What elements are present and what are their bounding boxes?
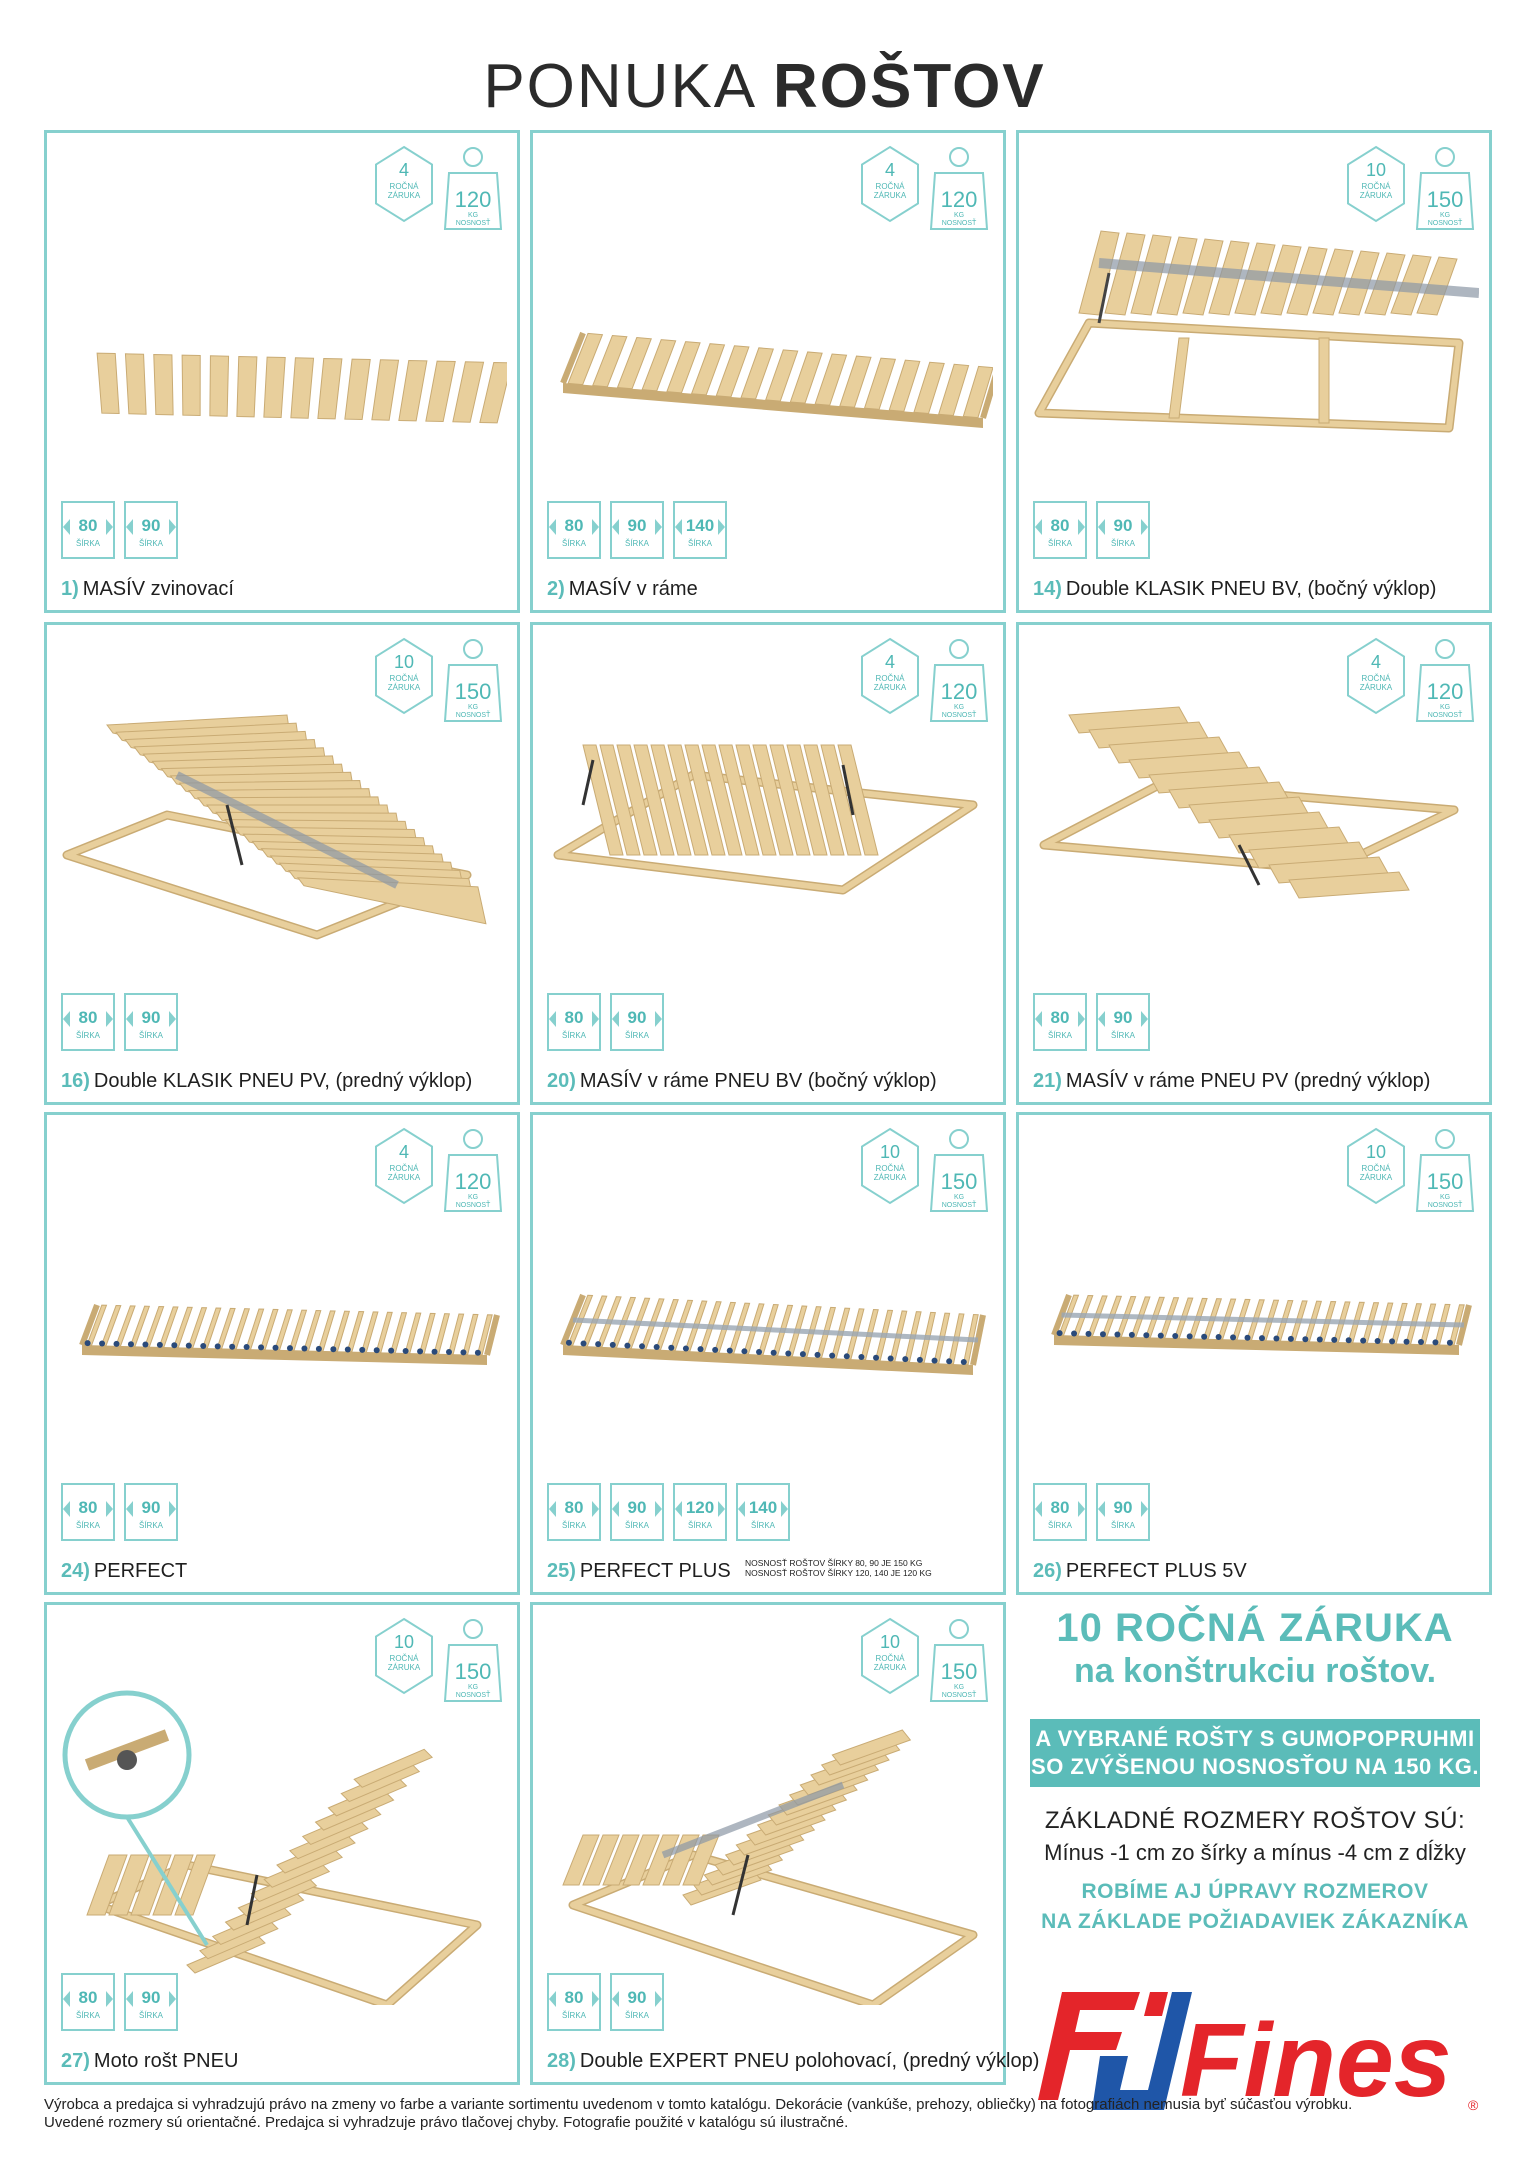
custom-sizes-line: ROBÍME AJ ÚPRAVY ROZMEROV	[1081, 1880, 1429, 1903]
page-title-light: PONUKA	[483, 52, 773, 121]
product-number: 20)	[547, 1070, 576, 1092]
load-badge	[1413, 143, 1477, 231]
size-badge	[1096, 1483, 1150, 1541]
slat	[304, 1310, 321, 1350]
slat	[203, 1308, 221, 1348]
slat	[237, 356, 257, 416]
load-badge	[1413, 635, 1477, 723]
product-name	[61, 1069, 472, 1093]
product-card[interactable]	[530, 1112, 1006, 1595]
warranty-label: ROČNÁ	[389, 674, 419, 683]
slat	[399, 360, 427, 420]
size-label: ŠÍRKA	[1110, 539, 1135, 548]
size-label: ŠÍRKA	[624, 1521, 649, 1530]
slat	[174, 1307, 193, 1347]
custom-sizes-note	[1015, 1877, 1495, 1937]
slat	[260, 1309, 277, 1349]
size-value: 90	[627, 516, 647, 535]
product-number: 24)	[61, 1560, 90, 1582]
product-number: 25)	[547, 1560, 576, 1582]
size-badge	[1096, 993, 1150, 1051]
size-label: ŠÍRKA	[1110, 1031, 1135, 1040]
product-name	[547, 2049, 1039, 2073]
load-value: 150	[454, 1659, 492, 1684]
load-unit: KG	[467, 704, 479, 711]
load-unit: KG	[1439, 1194, 1451, 1201]
warranty-years: 10	[393, 652, 415, 672]
size-badge	[736, 1483, 790, 1541]
product-image	[57, 1195, 507, 1515]
footer-line: Uvedené rozmery sú orientačné. Predajca si vyhradzuje právo tlačovej chyby. Fotografie použité v katalógu sú ilustračné.	[44, 2114, 849, 2131]
size-label: ŠÍRKA	[561, 1521, 586, 1530]
size-badge	[610, 993, 664, 1051]
slat	[210, 356, 229, 416]
size-value: 90	[1113, 1008, 1133, 1027]
load-badge	[441, 143, 505, 231]
size-label: ŠÍRKA	[561, 1031, 586, 1040]
size-label: ŠÍRKA	[138, 2011, 163, 2020]
product-image	[57, 705, 507, 1025]
slat	[453, 362, 484, 422]
load-unit: KG	[467, 1684, 479, 1691]
warranty-label: ZÁRUKA	[387, 191, 421, 200]
load-value: 120	[940, 187, 978, 212]
warranty-label: ROČNÁ	[875, 182, 905, 191]
product-title: Double EXPERT PNEU polohovací, (predný výklop)	[579, 2050, 1040, 2072]
product-card[interactable]	[44, 1602, 520, 2085]
size-label: ŠÍRKA	[561, 539, 586, 548]
size-label: ŠÍRKA	[1047, 1521, 1072, 1530]
product-title: Moto rošt PNEU	[93, 2050, 239, 2072]
size-badge	[124, 501, 178, 559]
size-label: ŠÍRKA	[624, 2011, 649, 2020]
badge-group	[1345, 1125, 1475, 1215]
load-value: 120	[454, 187, 492, 212]
load-unit: KG	[953, 704, 965, 711]
load-label: NOSNOSŤ	[1427, 220, 1463, 227]
product-number: 2)	[547, 578, 565, 600]
product-number: 1)	[61, 578, 79, 600]
warranty-label: ZÁRUKA	[1359, 191, 1393, 200]
size-label: ŠÍRKA	[687, 1521, 712, 1530]
warranty-label: ROČNÁ	[875, 1654, 905, 1663]
size-value: 90	[1113, 516, 1133, 535]
warranty-label: ZÁRUKA	[387, 1663, 421, 1672]
product-title: MASÍV v ráme PNEU BV (bočný výklop)	[579, 1070, 937, 1092]
promo-box-line: SO ZVÝŠENOU NOSNOSŤOU NA 150 KG.	[1031, 1754, 1479, 1779]
product-card[interactable]	[44, 130, 520, 613]
size-badge	[61, 1483, 115, 1541]
load-badge	[927, 1615, 991, 1703]
size-label: ŠÍRKA	[138, 539, 163, 548]
size-value: 80	[564, 1988, 584, 2007]
size-badge	[124, 1973, 178, 2031]
slat	[939, 364, 969, 415]
slat	[480, 362, 507, 422]
slat	[914, 362, 944, 413]
slat	[159, 1307, 178, 1347]
slat	[376, 1312, 392, 1352]
slat	[426, 361, 455, 421]
warranty-label: ROČNÁ	[389, 1164, 419, 1173]
load-label: NOSNOSŤ	[941, 220, 977, 227]
page-title	[0, 52, 1529, 122]
size-value: 90	[141, 1008, 161, 1027]
size-label: ŠÍRKA	[75, 2011, 100, 2020]
product-title: MASÍV v ráme PNEU PV (predný výklop)	[1065, 1070, 1431, 1092]
size-value: 90	[141, 516, 161, 535]
logo-registered: ®	[1468, 2097, 1479, 2113]
badge-group	[859, 1125, 989, 1215]
promo-highlight-box	[1030, 1719, 1480, 1787]
size-badge	[547, 1973, 601, 2031]
badge-group	[373, 1615, 503, 1705]
load-value: 150	[1426, 1169, 1464, 1194]
size-label: ŠÍRKA	[687, 539, 712, 548]
warranty-badge	[859, 1617, 921, 1695]
slat	[246, 1309, 264, 1349]
size-value: 80	[78, 1008, 98, 1027]
size-badge	[124, 1483, 178, 1541]
load-label: NOSNOSŤ	[455, 1692, 491, 1699]
size-label: ŠÍRKA	[750, 1521, 775, 1530]
slat	[264, 357, 285, 417]
slat	[347, 1312, 363, 1352]
product-title: MASÍV zvinovací	[82, 578, 234, 600]
warranty-label: ZÁRUKA	[387, 1173, 421, 1182]
load-value: 120	[940, 679, 978, 704]
slat	[154, 354, 173, 414]
load-unit: KG	[953, 1684, 965, 1691]
load-badge	[927, 143, 991, 231]
warranty-years: 4	[398, 160, 409, 180]
product-image	[543, 1195, 993, 1515]
product-number: 26)	[1033, 1560, 1062, 1582]
load-value: 150	[454, 679, 492, 704]
size-badge	[61, 501, 115, 559]
slat	[345, 359, 370, 419]
size-label: ŠÍRKA	[561, 2011, 586, 2020]
load-badge	[927, 1125, 991, 1213]
product-title: Double KLASIK PNEU PV, (predný výklop)	[93, 1070, 473, 1092]
product-name	[1033, 1559, 1247, 1583]
warranty-years: 4	[884, 160, 895, 180]
product-name	[1033, 577, 1436, 601]
product-image	[57, 1685, 507, 2005]
slat	[889, 360, 920, 411]
size-label: ŠÍRKA	[624, 539, 649, 548]
slat	[275, 1310, 292, 1350]
warranty-label: ROČNÁ	[389, 1654, 419, 1663]
product-name	[547, 1069, 937, 1093]
slat	[232, 1309, 250, 1349]
size-badge	[610, 1483, 664, 1541]
size-value: 80	[78, 1988, 98, 2007]
load-label: NOSNOSŤ	[455, 1202, 491, 1209]
product-card[interactable]	[530, 1602, 1040, 2085]
size-badge	[1033, 501, 1087, 559]
product-image	[543, 1685, 993, 2005]
badge-group	[373, 1125, 503, 1215]
load-unit: KG	[467, 212, 479, 219]
load-note-line: NOSNOSŤ ROŠTOV ŠÍRKY 80, 90 JE 150 KG	[745, 1558, 923, 1568]
size-badge	[673, 1483, 727, 1541]
warranty-badge	[373, 637, 435, 715]
size-badge	[61, 993, 115, 1051]
warranty-years: 10	[879, 1632, 901, 1652]
warranty-label: ROČNÁ	[1361, 1164, 1391, 1173]
product-image	[1029, 213, 1479, 533]
product-card[interactable]	[44, 622, 520, 1105]
slat	[291, 358, 314, 418]
size-value: 90	[1113, 1498, 1133, 1517]
warranty-label: ZÁRUKA	[873, 1663, 907, 1672]
size-value: 80	[78, 516, 98, 535]
load-label: NOSNOSŤ	[455, 220, 491, 227]
load-badge	[1413, 1125, 1477, 1213]
slat	[318, 1311, 335, 1351]
footer-line: Výrobca a predajca si vyhradzujú právo na zmeny vo farbe a variante sortimentu uvedenom v tomto katalógu. Dekorácie (vankúše, prehozy, obliečky) na fotografiách nemusia byť súčasťou výrobku.	[44, 2096, 1353, 2113]
size-label: ŠÍRKA	[75, 1031, 100, 1040]
warranty-years: 4	[1370, 652, 1381, 672]
slat	[333, 1311, 350, 1351]
size-label: ŠÍRKA	[1047, 1031, 1072, 1040]
slat	[391, 1313, 407, 1353]
slat	[405, 1313, 421, 1353]
load-badge	[441, 1125, 505, 1213]
slat	[448, 1314, 463, 1354]
slat	[188, 1308, 206, 1348]
promo-block	[1015, 1605, 1495, 1937]
logo-mark-icon	[1038, 1992, 1192, 2110]
size-label: ŠÍRKA	[138, 1031, 163, 1040]
size-value: 140	[685, 516, 715, 535]
load-note	[745, 1558, 932, 1578]
load-label: NOSNOSŤ	[1427, 1202, 1463, 1209]
product-name	[61, 577, 234, 601]
warranty-badge	[373, 1617, 435, 1695]
warranty-years: 10	[1365, 1142, 1387, 1162]
product-image	[1029, 1195, 1479, 1515]
product-number: 27)	[61, 2050, 90, 2072]
size-badge	[547, 501, 601, 559]
slat	[182, 355, 200, 415]
slat	[217, 1308, 235, 1348]
size-badge	[610, 501, 664, 559]
product-number: 14)	[1033, 578, 1062, 600]
warranty-years: 4	[398, 1142, 409, 1162]
load-badge	[927, 635, 991, 723]
warranty-years: 4	[884, 652, 895, 672]
load-value: 150	[1426, 187, 1464, 212]
product-name	[547, 1559, 731, 1583]
size-label: ŠÍRKA	[75, 539, 100, 548]
size-badge	[547, 993, 601, 1051]
promo-heading: 10 ROČNÁ ZÁRUKA	[1056, 1606, 1454, 1650]
size-label: ŠÍRKA	[1110, 1521, 1135, 1530]
warranty-label: ROČNÁ	[875, 1164, 905, 1173]
size-value: 80	[1050, 1498, 1070, 1517]
product-card[interactable]	[44, 1112, 520, 1595]
warranty-label: ROČNÁ	[1361, 182, 1391, 191]
size-badge	[124, 993, 178, 1051]
warranty-label: ROČNÁ	[389, 182, 419, 191]
load-unit: KG	[1439, 704, 1451, 711]
custom-sizes-line: NA ZÁKLADE POŽIADAVIEK ZÁKAZNÍKA	[1041, 1910, 1469, 1933]
warranty-label: ZÁRUKA	[873, 1173, 907, 1182]
slat	[434, 1314, 449, 1354]
load-label: NOSNOSŤ	[941, 1692, 977, 1699]
size-value: 90	[627, 1008, 647, 1027]
slat	[420, 1313, 436, 1353]
load-unit: KG	[953, 212, 965, 219]
product-image	[1029, 705, 1479, 1025]
size-badge	[61, 1973, 115, 2031]
warranty-badge	[1345, 145, 1407, 223]
slat	[463, 1314, 478, 1354]
badge-group	[373, 143, 503, 233]
size-badge	[547, 1483, 601, 1541]
size-label: ŠÍRKA	[1047, 539, 1072, 548]
size-badge	[1033, 1483, 1087, 1541]
warranty-label: ROČNÁ	[1361, 674, 1391, 683]
size-value: 80	[564, 516, 584, 535]
load-note-line: NOSNOSŤ ROŠTOV ŠÍRKY 120, 140 JE 120 KG	[745, 1568, 932, 1578]
slat	[125, 354, 146, 414]
product-number: 16)	[61, 1070, 90, 1092]
slat	[865, 358, 896, 409]
product-name	[1033, 1069, 1430, 1093]
size-value: 90	[627, 1498, 647, 1517]
slat	[97, 353, 119, 413]
product-title: PERFECT PLUS	[579, 1560, 731, 1582]
product-image	[57, 213, 507, 533]
size-value: 90	[141, 1988, 161, 2007]
dimensions-text: Mínus -1 cm zo šírky a mínus -4 cm z dĺžky	[1044, 1840, 1466, 1865]
size-value: 80	[78, 1498, 98, 1517]
product-number: 28)	[547, 2050, 576, 2072]
product-card[interactable]	[1016, 130, 1492, 613]
warranty-badge	[373, 1127, 435, 1205]
load-label: NOSNOSŤ	[1427, 712, 1463, 719]
size-value: 90	[141, 1498, 161, 1517]
warranty-badge	[373, 145, 435, 223]
product-name	[61, 1559, 187, 1583]
slat	[815, 354, 846, 405]
promo-box-line: A VYBRANÉ ROŠTY S GUMOPOPRUHMI	[1035, 1726, 1475, 1751]
product-title: Double KLASIK PNEU BV, (bočný výklop)	[1065, 578, 1437, 600]
page-title-bold: ROŠTOV	[772, 52, 1046, 121]
warranty-badge	[859, 1127, 921, 1205]
load-label: NOSNOSŤ	[941, 1202, 977, 1209]
product-number: 21)	[1033, 1070, 1062, 1092]
load-value: 150	[940, 1169, 978, 1194]
warranty-years: 10	[393, 1632, 415, 1652]
size-value: 120	[685, 1498, 715, 1517]
warranty-badge	[859, 145, 921, 223]
warranty-label: ZÁRUKA	[1359, 1173, 1393, 1182]
load-unit: KG	[953, 1194, 965, 1201]
product-title: MASÍV v ráme	[568, 578, 698, 600]
badge-group	[1345, 635, 1475, 725]
slat	[840, 356, 871, 407]
size-badge	[1033, 993, 1087, 1051]
slat	[362, 1312, 378, 1352]
warranty-years: 10	[1365, 160, 1387, 180]
product-image	[543, 213, 993, 533]
slat	[289, 1310, 306, 1350]
load-value: 120	[1426, 679, 1464, 704]
size-value: 90	[627, 1988, 647, 2007]
size-value: 80	[1050, 516, 1070, 535]
warranty-years: 10	[879, 1142, 901, 1162]
load-badge	[441, 635, 505, 723]
load-value: 150	[940, 1659, 978, 1684]
dimensions-title: ZÁKLADNÉ ROZMERY ROŠTOV SÚ:	[1044, 1807, 1466, 1834]
size-value: 80	[1050, 1008, 1070, 1027]
size-badge	[673, 501, 727, 559]
warranty-label: ROČNÁ	[875, 674, 905, 683]
badge-group	[373, 635, 503, 725]
badge-group	[859, 143, 989, 233]
footer-disclaimer	[44, 2096, 1494, 2132]
size-label: ŠÍRKA	[624, 1031, 649, 1040]
product-name	[61, 2049, 238, 2073]
warranty-label: ZÁRUKA	[873, 683, 907, 692]
product-name	[547, 577, 698, 601]
size-label: ŠÍRKA	[75, 1521, 100, 1530]
warranty-label: ZÁRUKA	[1359, 683, 1393, 692]
product-title: PERFECT PLUS 5V	[1065, 1560, 1247, 1582]
size-label: ŠÍRKA	[138, 1521, 163, 1530]
load-value: 120	[454, 1169, 492, 1194]
size-badge	[1096, 501, 1150, 559]
slat	[1319, 338, 1329, 423]
logo-text: Fines	[1180, 2003, 1452, 2119]
product-image	[543, 705, 993, 1025]
warranty-badge	[1345, 1127, 1407, 1205]
load-label: NOSNOSŤ	[941, 712, 977, 719]
product-title: PERFECT	[93, 1560, 188, 1582]
slat	[372, 360, 399, 420]
slat	[318, 358, 342, 418]
badge-group	[1345, 143, 1475, 233]
product-card[interactable]	[1016, 622, 1492, 1105]
badge-group	[859, 1615, 989, 1705]
size-badge	[610, 1973, 664, 2031]
load-badge	[441, 1615, 505, 1703]
load-label: NOSNOSŤ	[455, 712, 491, 719]
size-value: 140	[748, 1498, 778, 1517]
load-unit: KG	[467, 1194, 479, 1201]
badge-group	[859, 635, 989, 725]
warranty-label: ZÁRUKA	[873, 191, 907, 200]
load-unit: KG	[1439, 212, 1451, 219]
warranty-badge	[859, 637, 921, 715]
slat	[1169, 338, 1189, 418]
size-value: 80	[564, 1008, 584, 1027]
product-card[interactable]	[530, 622, 1006, 1105]
size-value: 80	[564, 1498, 584, 1517]
promo-subheading: na konštrukciu roštov.	[1073, 1652, 1437, 1690]
warranty-badge	[1345, 637, 1407, 715]
warranty-label: ZÁRUKA	[387, 683, 421, 692]
product-card[interactable]	[1016, 1112, 1492, 1595]
product-card[interactable]	[530, 130, 1006, 613]
